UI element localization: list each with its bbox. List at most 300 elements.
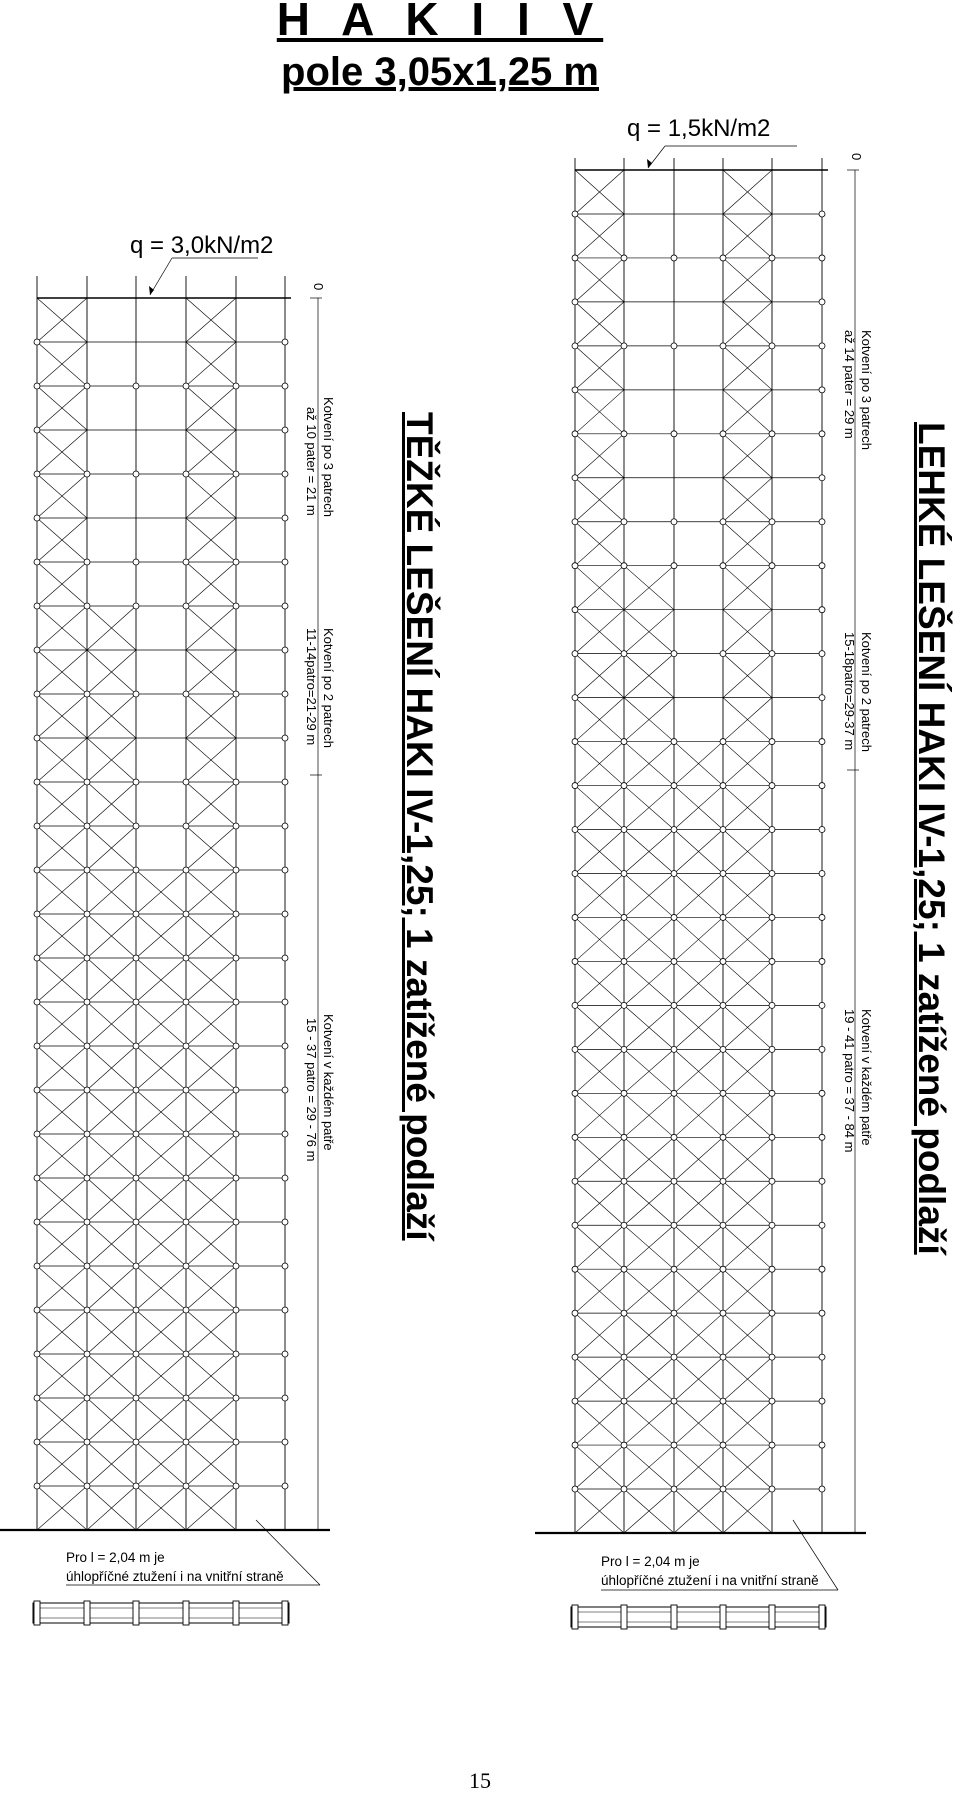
- right-anchor-node: [572, 1134, 578, 1140]
- left-anchor-node: [84, 911, 90, 917]
- right-anchor-node: [769, 870, 775, 876]
- right-anchor-node: [671, 870, 677, 876]
- right-anchor-node: [572, 1398, 578, 1404]
- left-anchor-node: [34, 647, 40, 653]
- left-anchor-node: [84, 867, 90, 873]
- left-load-arrowhead: [149, 286, 154, 295]
- left-anchor-node: [233, 823, 239, 829]
- right-anchor-node: [819, 1310, 825, 1316]
- right-anchor-node: [572, 255, 578, 261]
- left-note-line2: úhlopříčné ztužení i na vnitřní straně: [66, 1569, 284, 1584]
- right-anchor-node: [572, 1310, 578, 1316]
- left-anchor-node: [133, 471, 139, 477]
- right-anchor-node: [572, 1002, 578, 1008]
- left-anchor-node: [34, 691, 40, 697]
- left-anchor-node: [133, 1439, 139, 1445]
- right-anchor-node: [572, 343, 578, 349]
- left-anchor-node: [34, 603, 40, 609]
- right-anchor-node: [671, 1486, 677, 1492]
- left-anchor-1-range: až 10 pater = 21 m: [304, 407, 319, 516]
- left-anchor-node: [34, 515, 40, 521]
- left-anchor-node: [133, 1263, 139, 1269]
- left-anchor-node: [282, 1087, 288, 1093]
- left-anchor-node: [183, 1351, 189, 1357]
- right-anchor-node: [621, 1178, 627, 1184]
- right-anchor-node: [720, 1178, 726, 1184]
- right-anchor-node: [819, 343, 825, 349]
- left-anchor-node: [34, 867, 40, 873]
- left-anchor-node: [84, 1087, 90, 1093]
- right-anchor-node: [819, 739, 825, 745]
- left-anchor-node: [282, 559, 288, 565]
- left-anchor-node: [233, 1263, 239, 1269]
- right-anchor-node: [621, 651, 627, 657]
- right-base-plan-post: [819, 1605, 825, 1629]
- left-anchor-node: [34, 471, 40, 477]
- left-anchor-node: [233, 1043, 239, 1049]
- right-anchor-node: [769, 563, 775, 569]
- right-anchor-node: [671, 563, 677, 569]
- right-anchor-node: [819, 914, 825, 920]
- right-anchor-node: [671, 255, 677, 261]
- right-anchor-node: [720, 783, 726, 789]
- right-anchor-node: [621, 563, 627, 569]
- left-zero-label: 0: [311, 283, 326, 291]
- right-anchor-node: [819, 1442, 825, 1448]
- left-anchor-node: [282, 1395, 288, 1401]
- left-anchor-node: [34, 1219, 40, 1225]
- left-anchor-node: [133, 1219, 139, 1225]
- left-anchor-node: [183, 1395, 189, 1401]
- left-anchor-node: [183, 867, 189, 873]
- right-anchor-node: [819, 1046, 825, 1052]
- left-anchor-node: [34, 735, 40, 741]
- right-anchor-node: [769, 255, 775, 261]
- right-anchor-node: [572, 914, 578, 920]
- right-anchor-node: [769, 1486, 775, 1492]
- left-anchor-node: [282, 1351, 288, 1357]
- right-anchor-node: [621, 343, 627, 349]
- right-anchor-node: [671, 914, 677, 920]
- right-anchor-node: [769, 739, 775, 745]
- left-anchor-node: [233, 1131, 239, 1137]
- right-anchor-node: [572, 211, 578, 217]
- left-anchor-node: [84, 1439, 90, 1445]
- right-anchor-node: [819, 870, 825, 876]
- left-anchor-node: [34, 1043, 40, 1049]
- left-anchor-node: [282, 1175, 288, 1181]
- right-anchor-2-range: 15-18patro=29-37 m: [842, 632, 857, 751]
- left-anchor-node: [282, 427, 288, 433]
- left-anchor-node: [233, 559, 239, 565]
- right-anchor-node: [819, 255, 825, 261]
- right-anchor-node: [671, 651, 677, 657]
- right-base-plan-post: [720, 1605, 726, 1629]
- right-anchor-node: [819, 1398, 825, 1404]
- left-anchor-node: [183, 691, 189, 697]
- right-anchor-node: [720, 1046, 726, 1052]
- right-anchor-node: [671, 1266, 677, 1272]
- left-anchor-node: [233, 955, 239, 961]
- right-anchor-node: [572, 870, 578, 876]
- left-anchor-node: [133, 691, 139, 697]
- left-anchor-node: [84, 1483, 90, 1489]
- left-anchor-node: [133, 955, 139, 961]
- right-anchor-node: [671, 1002, 677, 1008]
- right-anchor-node: [720, 739, 726, 745]
- left-anchor-node: [282, 1131, 288, 1137]
- right-anchor-node: [819, 651, 825, 657]
- left-base-plan-post: [233, 1601, 239, 1625]
- right-anchor-node: [671, 1222, 677, 1228]
- left-note-line1: Pro l = 2,04 m je: [66, 1550, 165, 1565]
- right-anchor-node: [819, 1222, 825, 1228]
- left-base-plan-post: [133, 1601, 139, 1625]
- right-anchor-node: [720, 1222, 726, 1228]
- right-anchor-node: [769, 1090, 775, 1096]
- right-anchor-node: [621, 1222, 627, 1228]
- right-anchor-node: [720, 651, 726, 657]
- left-anchor-node: [133, 1307, 139, 1313]
- left-anchor-node: [282, 691, 288, 697]
- right-anchor-node: [621, 914, 627, 920]
- right-anchor-node: [572, 739, 578, 745]
- left-anchor-node: [183, 779, 189, 785]
- left-anchor-node: [183, 1087, 189, 1093]
- right-base-plan-post: [769, 1605, 775, 1629]
- left-anchor-node: [133, 1087, 139, 1093]
- right-anchor-node: [769, 1442, 775, 1448]
- right-anchor-node: [621, 739, 627, 745]
- right-anchor-node: [769, 1002, 775, 1008]
- left-anchor-2-label: Kotvení po 2 patrech: [321, 628, 336, 748]
- right-anchor-node: [572, 1046, 578, 1052]
- left-anchor-node: [34, 955, 40, 961]
- right-anchor-node: [819, 563, 825, 569]
- right-anchor-node: [621, 827, 627, 833]
- right-anchor-node: [572, 607, 578, 613]
- right-anchor-node: [671, 827, 677, 833]
- left-anchor-node: [84, 1131, 90, 1137]
- right-anchor-node: [720, 519, 726, 525]
- left-anchor-node: [233, 471, 239, 477]
- left-anchor-node: [84, 1175, 90, 1181]
- right-anchor-node: [720, 1002, 726, 1008]
- left-anchor-node: [282, 603, 288, 609]
- left-anchor-node: [233, 383, 239, 389]
- right-anchor-node: [769, 1178, 775, 1184]
- left-anchor-node: [183, 1439, 189, 1445]
- left-anchor-node: [282, 823, 288, 829]
- right-anchor-node: [720, 1090, 726, 1096]
- left-anchor-node: [183, 559, 189, 565]
- left-anchor-node: [183, 383, 189, 389]
- left-anchor-node: [34, 1087, 40, 1093]
- right-anchor-node: [671, 1310, 677, 1316]
- right-anchor-node: [819, 1266, 825, 1272]
- right-anchor-3-label: Kotvení v každém patře: [859, 1009, 874, 1146]
- right-zero-label: 0: [849, 153, 864, 161]
- left-heading: TĚŽKÉ LEŠENÍ HAKI IV-1,25; 1 zatížené podlaží: [399, 412, 440, 1241]
- left-anchor-node: [84, 1219, 90, 1225]
- left-anchor-node: [233, 1351, 239, 1357]
- left-anchor-node: [84, 779, 90, 785]
- right-anchor-node: [769, 827, 775, 833]
- right-anchor-node: [720, 1486, 726, 1492]
- right-anchor-node: [720, 827, 726, 833]
- left-anchor-node: [133, 1395, 139, 1401]
- left-anchor-node: [133, 559, 139, 565]
- left-anchor-node: [84, 383, 90, 389]
- left-anchor-node: [133, 1131, 139, 1137]
- left-anchor-node: [84, 559, 90, 565]
- left-anchor-2-range: 11-14patro=21-29 m: [304, 628, 319, 746]
- left-anchor-node: [133, 1175, 139, 1181]
- right-anchor-node: [769, 783, 775, 789]
- right-anchor-node: [572, 695, 578, 701]
- right-anchor-node: [572, 827, 578, 833]
- left-anchor-node: [133, 867, 139, 873]
- left-anchor-3-range: 15 - 37 patro = 29 - 76 m: [304, 1018, 319, 1162]
- right-anchor-node: [720, 1266, 726, 1272]
- right-anchor-node: [819, 783, 825, 789]
- right-anchor-node: [621, 1090, 627, 1096]
- left-anchor-node: [282, 735, 288, 741]
- left-anchor-node: [282, 779, 288, 785]
- left-anchor-node: [282, 999, 288, 1005]
- right-anchor-node: [671, 783, 677, 789]
- left-anchor-node: [133, 1483, 139, 1489]
- left-anchor-node: [34, 1175, 40, 1181]
- left-anchor-node: [133, 383, 139, 389]
- right-anchor-node: [819, 387, 825, 393]
- right-anchor-node: [720, 1442, 726, 1448]
- left-anchor-node: [133, 779, 139, 785]
- right-anchor-node: [572, 1090, 578, 1096]
- left-anchor-node: [282, 1439, 288, 1445]
- left-anchor-node: [233, 1307, 239, 1313]
- left-anchor-node: [183, 999, 189, 1005]
- right-anchor-node: [720, 958, 726, 964]
- left-anchor-node: [34, 779, 40, 785]
- left-anchor-node: [84, 1307, 90, 1313]
- left-anchor-node: [34, 1439, 40, 1445]
- right-anchor-node: [769, 1046, 775, 1052]
- main-subtitle: pole 3,05x1,25 m: [281, 50, 599, 94]
- left-anchor-node: [282, 955, 288, 961]
- right-anchor-node: [769, 1266, 775, 1272]
- left-anchor-node: [183, 955, 189, 961]
- left-anchor-node: [183, 603, 189, 609]
- right-anchor-node: [572, 651, 578, 657]
- right-anchor-node: [819, 607, 825, 613]
- right-base-plan-post: [621, 1605, 627, 1629]
- left-anchor-node: [282, 515, 288, 521]
- right-anchor-node: [819, 1486, 825, 1492]
- right-anchor-node: [621, 783, 627, 789]
- right-anchor-node: [819, 1354, 825, 1360]
- left-anchor-node: [183, 471, 189, 477]
- left-anchor-node: [34, 1263, 40, 1269]
- right-anchor-node: [671, 1178, 677, 1184]
- right-anchor-node: [572, 431, 578, 437]
- right-anchor-node: [819, 519, 825, 525]
- right-anchor-node: [671, 1354, 677, 1360]
- right-anchor-node: [819, 695, 825, 701]
- left-anchor-node: [183, 911, 189, 917]
- right-anchor-node: [671, 958, 677, 964]
- left-anchor-node: [34, 1307, 40, 1313]
- left-anchor-node: [282, 1043, 288, 1049]
- right-anchor-node: [621, 1354, 627, 1360]
- left-anchor-node: [34, 1483, 40, 1489]
- left-anchor-node: [282, 1219, 288, 1225]
- left-load-label: q = 3,0kN/m2: [130, 232, 274, 259]
- left-anchor-node: [282, 1483, 288, 1489]
- left-anchor-node: [133, 999, 139, 1005]
- left-anchor-node: [183, 1483, 189, 1489]
- left-anchor-node: [133, 823, 139, 829]
- right-anchor-node: [621, 1046, 627, 1052]
- left-anchor-node: [233, 1175, 239, 1181]
- right-anchor-node: [819, 958, 825, 964]
- right-note-line1: Pro l = 2,04 m je: [601, 1554, 700, 1569]
- right-anchor-node: [621, 1310, 627, 1316]
- left-anchor-node: [183, 1175, 189, 1181]
- right-anchor-node: [572, 783, 578, 789]
- left-base-plan-post: [34, 1601, 40, 1625]
- right-anchor-node: [720, 1310, 726, 1316]
- right-anchor-node: [720, 870, 726, 876]
- left-anchor-node: [183, 1043, 189, 1049]
- left-anchor-node: [183, 823, 189, 829]
- right-anchor-node: [769, 1398, 775, 1404]
- left-anchor-node: [233, 603, 239, 609]
- right-anchor-node: [572, 475, 578, 481]
- right-anchor-node: [769, 519, 775, 525]
- right-anchor-node: [769, 914, 775, 920]
- right-anchor-node: [671, 1090, 677, 1096]
- left-anchor-node: [34, 911, 40, 917]
- left-anchor-node: [84, 603, 90, 609]
- right-anchor-node: [671, 1398, 677, 1404]
- left-anchor-node: [34, 999, 40, 1005]
- right-anchor-node: [769, 651, 775, 657]
- right-anchor-node: [671, 1046, 677, 1052]
- right-anchor-node: [621, 519, 627, 525]
- right-anchor-node: [769, 1134, 775, 1140]
- right-anchor-node: [819, 299, 825, 305]
- right-anchor-node: [572, 1442, 578, 1448]
- right-anchor-node: [572, 387, 578, 393]
- right-anchor-node: [720, 1134, 726, 1140]
- right-anchor-node: [572, 563, 578, 569]
- left-anchor-node: [233, 1439, 239, 1445]
- right-note-line2: úhlopříčné ztužení i na vnitřní straně: [601, 1573, 819, 1588]
- left-anchor-node: [183, 1263, 189, 1269]
- left-base-plan-post: [183, 1601, 189, 1625]
- left-anchor-node: [282, 339, 288, 345]
- right-heading: LEHKÉ LEŠENÍ HAKI IV-1,25; 1 zatížené podlaží: [911, 422, 952, 1255]
- right-anchor-node: [621, 1266, 627, 1272]
- right-anchor-node: [720, 255, 726, 261]
- right-anchor-node: [769, 1222, 775, 1228]
- right-load-arrowhead: [647, 159, 652, 168]
- right-base-plan-post: [572, 1605, 578, 1629]
- right-anchor-node: [572, 958, 578, 964]
- left-anchor-node: [34, 823, 40, 829]
- left-base-plan: [33, 1603, 289, 1623]
- left-anchor-node: [282, 383, 288, 389]
- right-load-label: q = 1,5kN/m2: [627, 115, 771, 142]
- right-anchor-node: [621, 958, 627, 964]
- left-anchor-node: [233, 1395, 239, 1401]
- right-anchor-3-range: 19 - 41 patro = 37 - 84 m: [842, 1009, 857, 1153]
- right-anchor-node: [819, 1002, 825, 1008]
- left-anchor-node: [233, 911, 239, 917]
- left-base-plan-post: [282, 1601, 288, 1625]
- right-anchor-node: [621, 431, 627, 437]
- left-anchor-node: [282, 911, 288, 917]
- right-anchor-node: [769, 343, 775, 349]
- right-anchor-node: [720, 1354, 726, 1360]
- right-anchor-node: [621, 255, 627, 261]
- right-anchor-node: [671, 739, 677, 745]
- right-anchor-node: [621, 1398, 627, 1404]
- left-anchor-node: [233, 999, 239, 1005]
- left-anchor-node: [183, 1131, 189, 1137]
- right-anchor-node: [769, 1354, 775, 1360]
- left-anchor-node: [233, 1483, 239, 1489]
- right-anchor-node: [621, 1134, 627, 1140]
- right-anchor-node: [671, 519, 677, 525]
- left-anchor-node: [34, 427, 40, 433]
- right-anchor-node: [769, 431, 775, 437]
- right-base-plan: [571, 1607, 826, 1627]
- left-anchor-node: [282, 1307, 288, 1313]
- left-anchor-node: [84, 1043, 90, 1049]
- left-anchor-node: [233, 1219, 239, 1225]
- page-number: 15: [469, 1768, 491, 1793]
- right-anchor-node: [572, 1266, 578, 1272]
- right-anchor-node: [819, 1090, 825, 1096]
- left-anchor-node: [34, 339, 40, 345]
- right-anchor-node: [671, 1134, 677, 1140]
- left-anchor-node: [282, 647, 288, 653]
- left-anchor-node: [84, 471, 90, 477]
- right-anchor-node: [572, 519, 578, 525]
- left-anchor-node: [34, 383, 40, 389]
- left-anchor-3-label: Kotvení v každém patře: [321, 1014, 336, 1151]
- right-anchor-1-label: Kotvení po 3 patrech: [859, 330, 874, 450]
- left-anchor-node: [233, 1087, 239, 1093]
- left-anchor-node: [34, 1351, 40, 1357]
- right-anchor-node: [572, 1486, 578, 1492]
- right-anchor-node: [819, 431, 825, 437]
- right-anchor-2-label: Kotvení po 2 patrech: [859, 632, 874, 752]
- left-anchor-node: [84, 955, 90, 961]
- right-anchor-node: [621, 1002, 627, 1008]
- left-anchor-node: [84, 1263, 90, 1269]
- left-anchor-node: [282, 471, 288, 477]
- right-anchor-node: [819, 1134, 825, 1140]
- right-anchor-node: [769, 1310, 775, 1316]
- right-anchor-node: [572, 299, 578, 305]
- right-anchor-node: [720, 914, 726, 920]
- left-base-plan-post: [84, 1601, 90, 1625]
- right-anchor-node: [819, 1178, 825, 1184]
- right-anchor-node: [621, 870, 627, 876]
